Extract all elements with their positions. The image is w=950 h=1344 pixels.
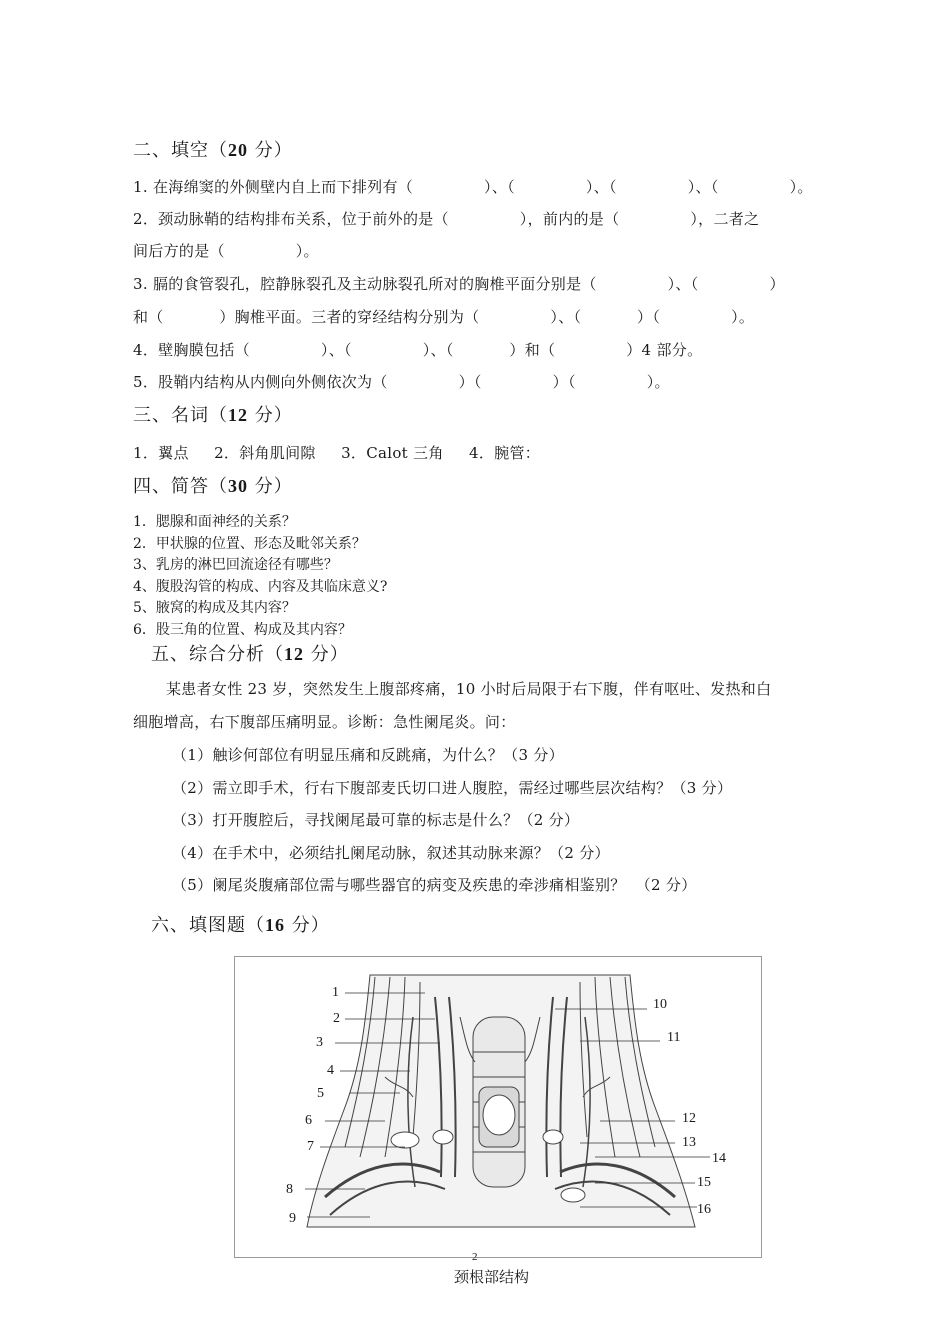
fill-blank-item-2: 2．颈动脉鞘的结构排布关系，位于前外的是（ ），前内的是（ ），二者之 (133, 210, 760, 228)
figure-label-8: 8 (286, 1182, 293, 1197)
page-number: 2 (472, 1251, 478, 1263)
figure-label-14: 14 (712, 1151, 726, 1166)
short-answer-item-6: 6．股三角的位置、构成及其内容？ (133, 622, 352, 638)
case-description-line-1: 某患者女性 23 岁，突然发生上腹部疼痛，10 小时后局限于右下腹，伴有呕吐、发热和白 (166, 680, 772, 698)
section-5-title: 五、综合分析（12 分） (151, 644, 349, 665)
case-question-3: （3）打开腹腔后，寻找阑尾最可靠的标志是什么？（2 分） (172, 811, 580, 829)
fill-blank-item-4: 4．壁胸膜包括（ ）、（ ）、（ ）和（ ）4 部分。 (133, 341, 703, 359)
figure-label-11: 11 (667, 1030, 681, 1045)
fill-blank-item-5: 5．股鞘内结构从内侧向外侧依次为（ ）（ ）（ ）。 (133, 373, 670, 391)
fill-blank-item-3: 3. 膈的食管裂孔，腔静脉裂孔及主动脉裂孔所对的胸椎平面分别是（ ）、（ ） (133, 275, 785, 293)
figure-label-2: 2 (333, 1011, 340, 1026)
short-answer-item-4: 4、腹股沟管的构成、内容及其临床意义? (133, 579, 388, 595)
short-answer-item-1: 1．腮腺和面神经的关系？ (133, 514, 296, 530)
short-answer-item-3: 3、乳房的淋巴回流途径有哪些？ (133, 557, 338, 573)
figure-label-10: 10 (653, 997, 667, 1012)
figure-label-4: 4 (327, 1063, 334, 1078)
anatomy-illustration (235, 957, 761, 1257)
case-question-1: （1）触诊何部位有明显压痛和反跳痛，为什么？（3 分） (172, 746, 564, 764)
fill-blank-item-3-cont: 和（ ）胸椎平面。三者的穿经结构分别为（ ）、（ ）（ ）。 (133, 308, 755, 326)
term-list: 1．翼点 2．斜角肌间隙 3．Calot 三角 4．腕管： (133, 444, 541, 462)
figure-label-16: 16 (697, 1202, 711, 1217)
case-question-2: （2）需立即手术，行右下腹部麦氏切口进人腹腔，需经过哪些层次结构？（3 分） (172, 779, 733, 797)
case-description-line-2: 细胞增高，右下腹部压痛明显。诊断：急性阑尾炎。问： (133, 713, 516, 731)
fill-blank-item-2-cont: 间后方的是（ ）。 (133, 242, 319, 260)
neck-root-anatomy-figure (234, 956, 762, 1258)
short-answer-item-2: 2．甲状腺的位置、形态及毗邻关系？ (133, 536, 366, 552)
case-question-4: （4）在手术中，必须结扎阑尾动脉，叙述其动脉来源？（2 分） (172, 844, 610, 862)
fill-blank-item-1: 1. 在海绵窦的外侧壁内自上而下排列有（ ）、（ ）、（ ）、（ ）。 (133, 178, 813, 196)
figure-label-6: 6 (305, 1113, 312, 1128)
short-answer-item-5: 5、腋窝的构成及其内容？ (133, 600, 296, 616)
case-question-5: （5）阑尾炎腹痛部位需与哪些器官的病变及疾患的牵涉痛相鉴别？ （2 分） (172, 876, 697, 894)
figure-label-13: 13 (682, 1135, 696, 1150)
section-2-title: 二、填空（20 分） (133, 140, 293, 161)
section-6-title: 六、填图题（16 分） (151, 915, 330, 936)
figure-label-9: 9 (289, 1211, 296, 1226)
section-4-title: 四、简答（30 分） (133, 476, 293, 497)
figure-label-3: 3 (316, 1035, 323, 1050)
section-3-title: 三、名词（12 分） (133, 405, 293, 426)
figure-label-1: 1 (332, 985, 339, 1000)
figure-label-15: 15 (697, 1175, 711, 1190)
figure-label-12: 12 (682, 1111, 696, 1126)
figure-label-7: 7 (307, 1139, 314, 1154)
figure-label-5: 5 (317, 1086, 324, 1101)
figure-caption: 颈根部结构 (454, 1268, 530, 1286)
